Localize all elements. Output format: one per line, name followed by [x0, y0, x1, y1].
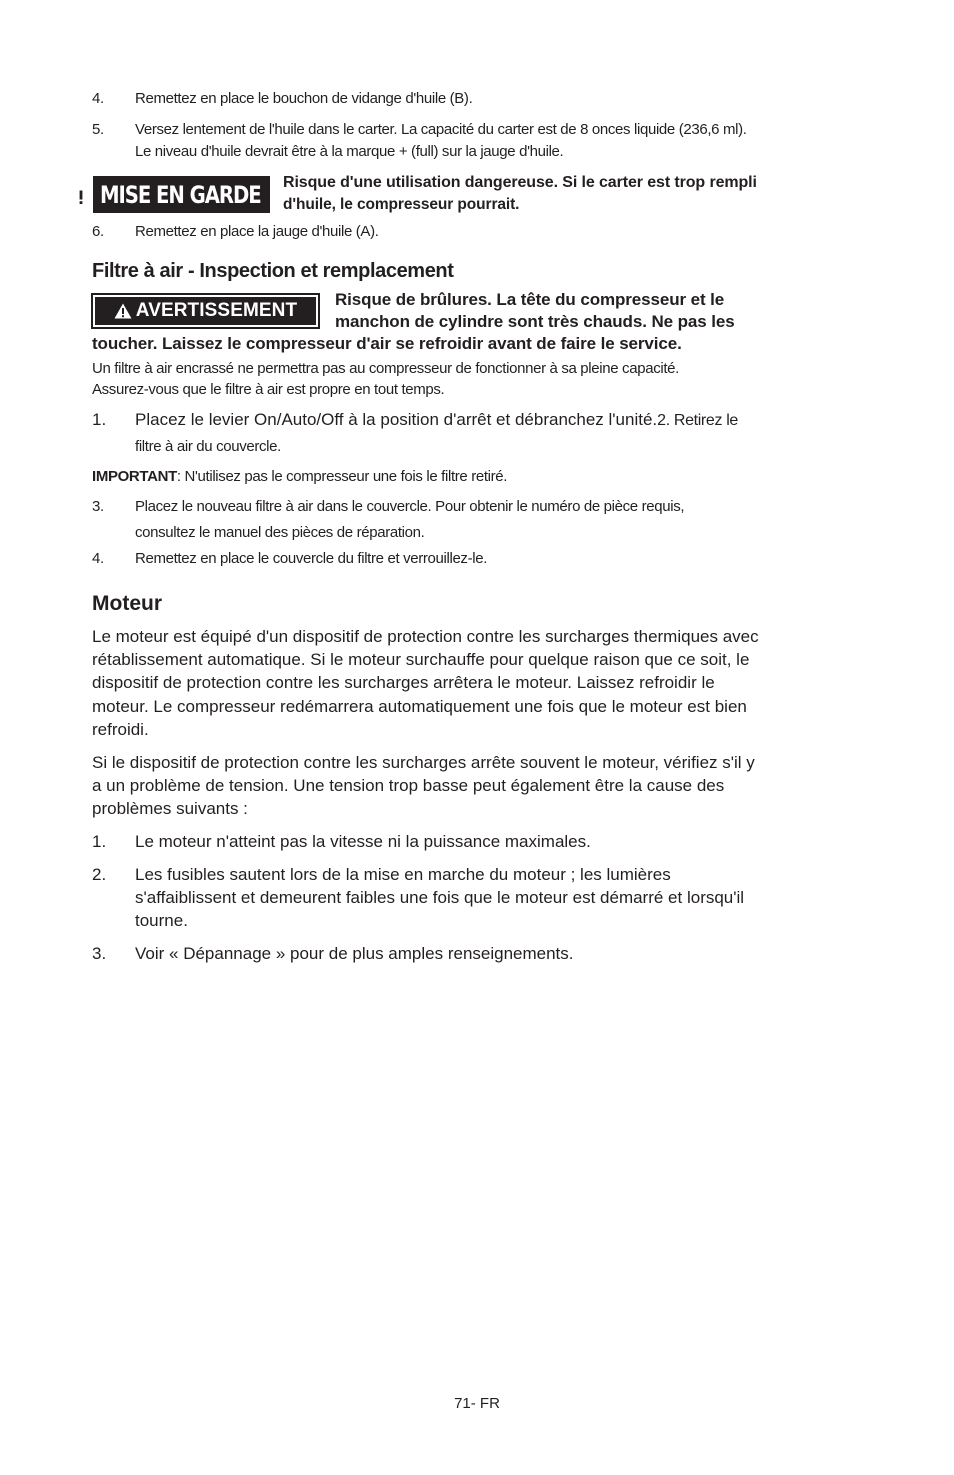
important-text: : N'utilisez pas le compresseur une fois le filtre retiré. — [176, 468, 508, 485]
step-number: 5. — [92, 121, 104, 138]
step-number: 6. — [92, 223, 104, 240]
step-number: 1. — [92, 410, 107, 429]
step-text-line2: consultez le manuel des pièces de réparation. — [135, 524, 425, 541]
warning-text-line2: manchon de cylindre sont très chauds. Ne pas les — [335, 312, 735, 331]
item-line: Le moteur n'atteint pas la vitesse ni la puissance maximales. — [135, 832, 591, 851]
warning-badge — [93, 295, 318, 327]
intro-line1: Un filtre à air encrassé ne permettra pas au compresseur de fonctionner à sa pleine capacité. — [92, 360, 679, 377]
caution-badge — [93, 176, 270, 213]
item-line: Voir « Dépannage » pour de plus amples renseignements. — [135, 944, 574, 963]
paragraph-line: rétablissement automatique. Si le moteur surchauffe pour quelque raison que ce soit, le — [92, 650, 750, 669]
warning-triangle-icon — [68, 183, 94, 207]
warning-badge-label: AVERTISSEMENT — [135, 300, 298, 321]
important-note — [92, 466, 507, 488]
step-text-line2: filtre à air du couvercle. — [135, 438, 281, 455]
step-text-line1: Versez lentement de l'huile dans le carter. La capacité du carter est de 8 onces liquide (236,6 ml). — [135, 121, 747, 138]
step-text: Remettez en place le couvercle du filtre et verrouillez-le. — [135, 550, 488, 567]
item-line: s'affaiblissent et demeurent faibles une fois que le moteur est démarré et lorsqu'il — [135, 888, 745, 907]
item-number: 2. — [92, 865, 107, 884]
item-line: Les fusibles sautent lors de la mise en marche du moteur ; les lumières — [135, 865, 671, 884]
section-heading-air-filter: Filtre à air - Inspection et remplacement — [92, 260, 454, 282]
intro-line2: Assurez-vous que le filtre à air est propre en tout temps. — [92, 381, 445, 398]
step-text: Remettez en place le bouchon de vidange d'huile (B). — [135, 90, 473, 107]
page-number: 71- FR — [454, 1395, 500, 1412]
section-heading-motor: Moteur — [92, 592, 162, 615]
step-text-line1a: Placez le levier On/Auto/Off à la position d'arrêt et débranchez l'unité. — [135, 410, 658, 429]
item-number: 3. — [92, 944, 107, 963]
paragraph-line: Si le dispositif de protection contre les surcharges arrête souvent le moteur, vérifiez s'il y — [92, 753, 755, 772]
step-text: Remettez en place la jauge d'huile (A). — [135, 223, 379, 240]
step-number: 4. — [92, 90, 104, 107]
warning-text-line3: toucher. Laissez le compresseur d'air se refroidir avant de faire le service. — [92, 334, 682, 353]
caution-text-line1: Risque d'une utilisation dangereuse. Si le carter est trop rempli — [283, 174, 757, 191]
item-line: tourne. — [135, 911, 188, 930]
warning-triangle-icon — [114, 303, 132, 319]
warning-text-line1: Risque de brûlures. La tête du compresseur et le — [335, 290, 725, 309]
caution-text-line2: d'huile, le compresseur pourrait. — [283, 196, 520, 213]
item-number: 1. — [92, 832, 107, 851]
paragraph-line: dispositif de protection contre les surcharges arrêtera le moteur. Laissez refroidir le — [92, 673, 715, 692]
paragraph-line: problèmes suivants : — [92, 799, 248, 818]
step-text-line1b: 2. Retirez le — [657, 412, 738, 429]
step-text-line1: Placez le nouveau filtre à air dans le couvercle. Pour obtenir le numéro de pièce requis, — [135, 498, 685, 515]
step-text-line2: Le niveau d'huile devrait être à la marque + (full) sur la jauge d'huile. — [135, 143, 564, 160]
step-number: 3. — [92, 498, 104, 515]
paragraph-line: Le moteur est équipé d'un dispositif de protection contre les surcharges thermiques avec — [92, 627, 759, 646]
paragraph-line: a un problème de tension. Une tension trop basse peut également être la cause des — [92, 776, 725, 795]
step-number: 4. — [92, 550, 104, 567]
caution-badge-label: MISE EN GARDE — [99, 180, 261, 209]
paragraph-line: moteur. Le compresseur redémarrera automatiquement une fois que le moteur est bien — [92, 697, 747, 716]
paragraph-line: refroidi. — [92, 720, 149, 739]
important-label: IMPORTANT — [92, 468, 177, 485]
